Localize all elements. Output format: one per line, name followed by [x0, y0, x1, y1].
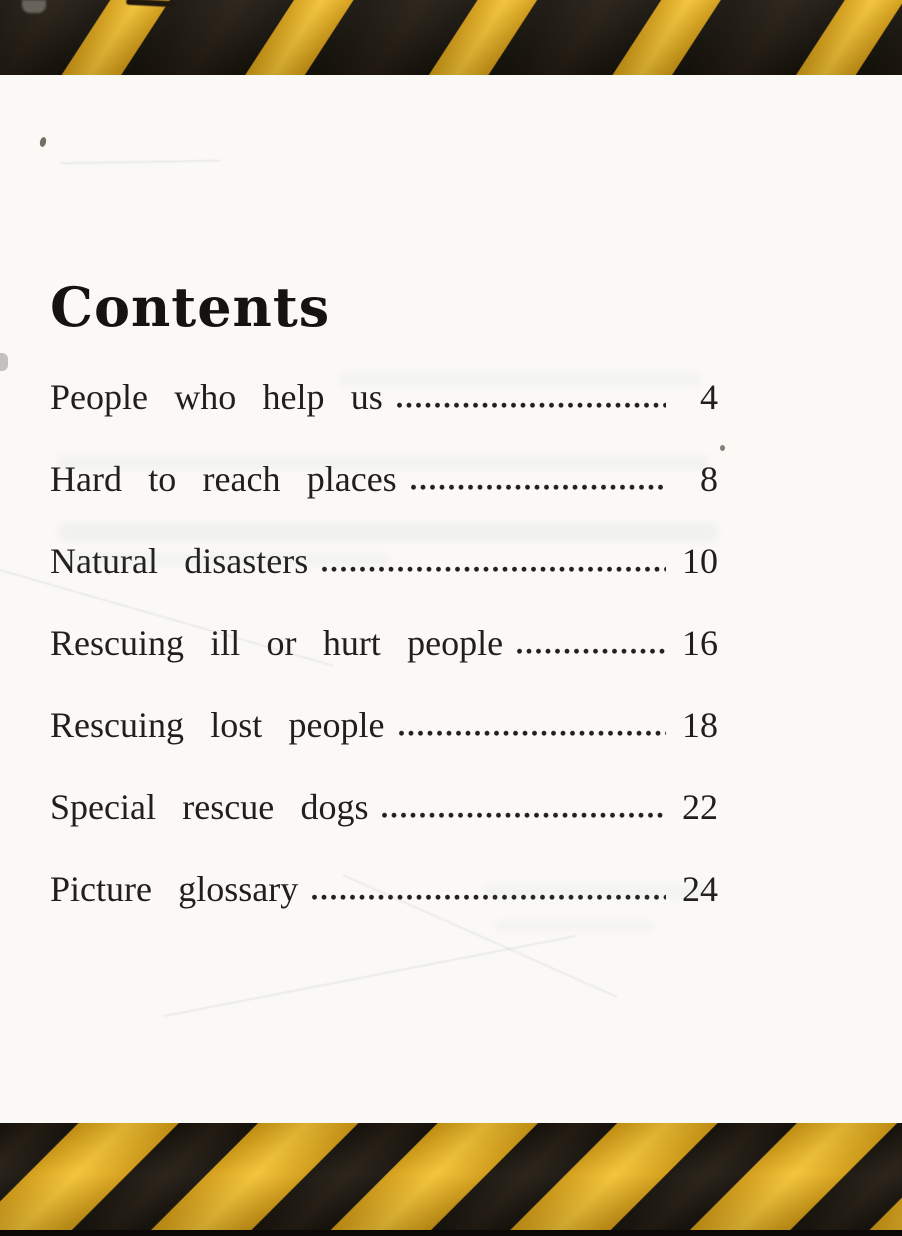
- toc-entry-page-number: 18: [682, 705, 718, 745]
- dot-leader: [380, 812, 666, 819]
- scan-speck: [720, 445, 725, 451]
- page-crease-line: [60, 160, 220, 165]
- scan-speck: [39, 136, 47, 147]
- toc-entry-page-number: 22: [682, 787, 718, 827]
- dot-leader: [320, 566, 666, 573]
- hazard-stripe-bottom-border: [0, 1123, 902, 1236]
- scan-artifact-smudge: [22, 0, 46, 13]
- contents-page-body: [0, 75, 902, 1123]
- toc-entry-label: Picture glossary: [50, 869, 299, 909]
- toc-entry-label: Rescuing lost people: [50, 705, 385, 745]
- hazard-stripe-top-border: [0, 0, 902, 75]
- scan-artifact-mark: [126, 0, 176, 7]
- bleed-through-text-ghost: [340, 372, 700, 386]
- toc-entry-page-number: 24: [682, 869, 718, 909]
- dot-leader: [395, 402, 666, 409]
- bleed-through-text-ghost: [58, 523, 718, 541]
- toc-entry: [50, 705, 718, 745]
- bleed-through-text-ghost: [58, 455, 708, 470]
- toc-entry-label: Hard to reach places: [50, 459, 397, 499]
- scan-speck: [0, 353, 8, 371]
- toc-entry-label: Natural disasters: [50, 541, 309, 581]
- bleed-through-text-ghost: [485, 885, 715, 899]
- toc-entry: [50, 623, 718, 663]
- dot-leader: [397, 730, 666, 737]
- bleed-through-text-ghost: [58, 552, 388, 566]
- dot-leader: [409, 484, 666, 491]
- toc-entry-page-number: 10: [682, 541, 718, 581]
- toc-entry-label: People who help us: [50, 377, 383, 417]
- page-title: Contents: [50, 275, 331, 339]
- bleed-through-text-ghost: [495, 920, 655, 932]
- toc-entry-label: Rescuing ill or hurt people: [50, 623, 504, 663]
- toc-entry-label: Special rescue dogs: [50, 787, 369, 827]
- toc-entry-page-number: 8: [700, 459, 718, 499]
- toc-entry-page-number: 4: [700, 377, 718, 417]
- toc-entry: [50, 787, 718, 827]
- toc-entry-page-number: 16: [682, 623, 718, 663]
- dot-leader: [515, 648, 666, 655]
